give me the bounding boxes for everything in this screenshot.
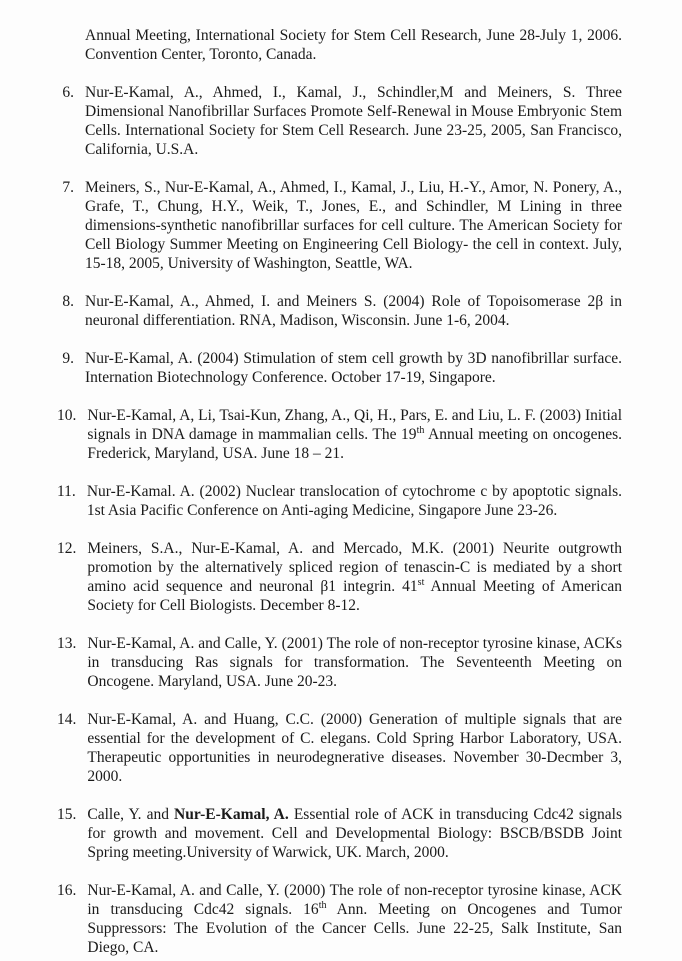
reference-text: Nur-E-Kamal. A. (2002) Nuclear translocation of cytochrome c by apoptotic signals. 1st Asia Pacific Conference on Anti-aging Medicine, Singapore June 23-26. <box>86 483 622 519</box>
continuation-paragraph: Annual Meeting, International Society for Stem Cell Research, June 28-July 1, 2006. Convention Center, Toronto, Canada. <box>85 27 622 63</box>
reference-text: Nur-E-Kamal, A., Ahmed, I. and Meiners S. (2004) Role of Topoisomerase 2β in neuronal differentiation. RNA, Madison, Wisconsin. June 1-6, 2004. <box>85 293 622 329</box>
reference-number: 13. <box>57 635 77 652</box>
reference-number: 14. <box>57 711 77 728</box>
reference-number: 12. <box>57 540 77 557</box>
reference-item <box>57 83 622 159</box>
reference-item <box>57 178 622 273</box>
reference-list <box>57 83 622 957</box>
reference-text: Nur-E-Kamal, A. and Calle, Y. (2001) The role of non-receptor tyrosine kinase, ACKs in transducing Ras signals for transformation. The Seventeenth Meeting on Oncogene. Maryland, USA. June 20-23. <box>87 635 622 690</box>
reference-text: Nur-E-Kamal, A. and Calle, Y. (2000) The role of non-receptor tyrosine kinase, ACK in transducing Cdc42 signals. 16th Ann. Meeting on Oncogenes and Tumor Suppressors: The Evolution of the Cancer Cells. June 22-25, Salk Institute, San Diego, CA. <box>87 882 622 956</box>
reference-item <box>57 881 622 957</box>
reference-number: 7. <box>62 179 74 196</box>
reference-number: 15. <box>57 806 77 823</box>
reference-number: 10. <box>57 407 77 424</box>
reference-text: Nur-E-Kamal, A. and Huang, C.C. (2000) Generation of multiple signals that are essential for the development of C. elegans. Cold Spring Harbor Laboratory, USA. Therapeutic opportunities in neurodegnerative diseases. November 30-Decmber 3, 2000. <box>87 711 622 785</box>
reference-item <box>57 539 622 615</box>
reference-number: 6. <box>62 84 74 101</box>
reference-text: Meiners, S., Nur-E-Kamal, A., Ahmed, I., Kamal, J., Liu, H.-Y., Amor, N. Ponery, A., Grafe, T., Chung, H.Y., Weik, T., Jones, E., and Schindler, M Lining in three dimensions-synthetic nanofibrillar surfaces for cell culture. The American Society for Cell Biology Summer Meeting on Engineering Cell Biology- the cell in context. July, 15-18, 2005, University of Washington, Seattle, WA. <box>85 179 622 272</box>
reference-number: 9. <box>62 350 74 367</box>
reference-item <box>57 805 622 862</box>
reference-text: Nur-E-Kamal, A., Ahmed, I., Kamal, J., Schindler,M and Meiners, S. Three Dimensional Nanofibrillar Surfaces Promote Self-Renewal in Mouse Embryonic Stem Cells. International Society for Stem Cell Research. June 23-25, 2005, San Francisco, California, U.S.A. <box>85 84 622 158</box>
reference-number: 16. <box>57 882 77 899</box>
reference-text: Calle, Y. and Nur-E-Kamal, A. Essential role of ACK in transducing Cdc42 signals for growth and movement. Cell and Developmental Biology: BSCB/BSDB Joint Spring meeting.University of Warwick, UK. March, 2000. <box>87 806 622 861</box>
reference-item <box>57 349 622 387</box>
reference-number: 11. <box>57 483 76 500</box>
reference-item <box>57 292 622 330</box>
reference-text: Nur-E-Kamal, A, Li, Tsai-Kun, Zhang, A., Qi, H., Pars, E. and Liu, L. F. (2003) Initial signals in DNA damage in mammalian cells. The 19th Annual meeting on oncogenes. Frederick, Maryland, USA. June 18 – 21. <box>87 407 623 462</box>
reference-item <box>57 482 622 520</box>
reference-number: 8. <box>62 293 74 310</box>
reference-item <box>57 710 622 786</box>
reference-item <box>57 634 622 691</box>
reference-item <box>57 406 622 463</box>
reference-text: Nur-E-Kamal, A. (2004) Stimulation of stem cell growth by 3D nanofibrillar surface. Internation Biotechnology Conference. October 17-19, Singapore. <box>85 350 622 386</box>
reference-text: Meiners, S.A., Nur-E-Kamal, A. and Mercado, M.K. (2001) Neurite outgrowth promotion by the alternatively spliced region of tenascin-C is mediated by a short amino acid sequence and neuronal β1 integrin. 41st Annual Meeting of American Society for Cell Biologists. December 8-12. <box>87 540 622 614</box>
